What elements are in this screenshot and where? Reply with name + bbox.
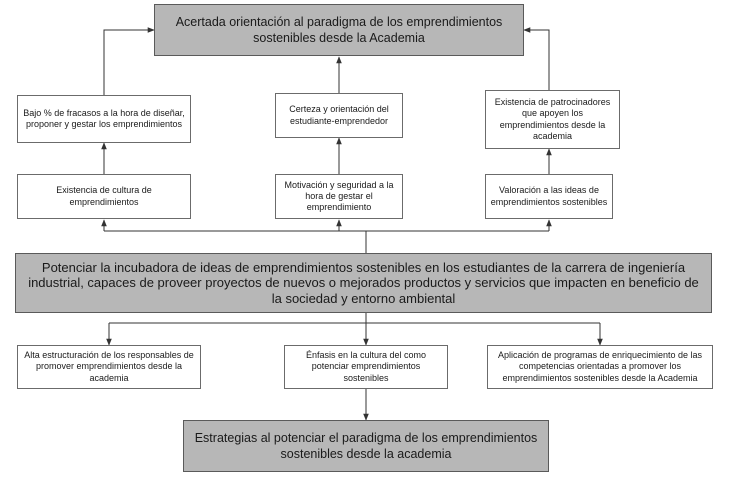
central-problem-text: Potenciar la incubadora de ideas de emprendimientos sostenibles en los estudiantes de la carrera de ingeniería industrial, capaces de proveer proyectos de nuevos o mejorados productos y servicios que impacten en beneficio de la sociedad y entorno ambiental — [28, 259, 699, 306]
right-lower-box — [485, 174, 613, 219]
bottom-goal-box — [183, 420, 549, 472]
strategy-middle-box — [284, 345, 448, 389]
middle-lower-text: Motivación y seguridad a la hora de gestar el emprendimiento — [284, 179, 394, 213]
middle-lower-box — [275, 174, 403, 219]
arrow-left-to-top — [104, 30, 154, 95]
strategy-middle-text: Énfasis en la cultura del como potenciar emprendimientos sostenibles — [305, 350, 427, 383]
left-upper-text: Bajo % de fracasos a la hora de diseñar, proponer y gestar los emprendimientos — [23, 107, 185, 129]
arrow-right-to-top — [524, 30, 549, 90]
middle-upper-text: Certeza y orientación del estudiante-emprendedor — [289, 104, 389, 126]
right-lower-text: Valoración a las ideas de emprendimientos sostenibles — [490, 185, 608, 207]
left-upper-box — [17, 95, 191, 143]
strategy-left-text: Alta estructuración de los responsables de promover emprendimientos desde la academia — [24, 350, 194, 383]
strategy-left-box — [17, 345, 201, 389]
strategy-right-text: Aplicación de programas de enriquecimiento de las competencias orientadas a promover los emprendimientos sostenibles desde la Academia — [497, 350, 703, 383]
left-lower-text: Existencia de cultura de emprendimientos — [56, 185, 152, 207]
top-goal-line2: sostenibles desde la Academia — [253, 31, 425, 45]
strategy-right-box — [487, 345, 713, 389]
bottom-goal-line1: Estrategias al potenciar el paradigma de los emprendimientos — [194, 430, 538, 445]
middle-upper-box — [275, 93, 403, 138]
top-goal-line1: Acertada orientación al paradigma de los emprendimientos — [175, 14, 503, 29]
right-upper-box — [485, 90, 620, 149]
central-problem-box — [15, 253, 712, 313]
top-goal-box — [154, 4, 524, 56]
right-upper-text: Existencia de patrocinadores que apoyen los emprendimientos desde la academia — [494, 97, 611, 141]
left-lower-box — [17, 174, 191, 219]
bottom-goal-line2: sostenibles desde la academia — [280, 447, 452, 461]
